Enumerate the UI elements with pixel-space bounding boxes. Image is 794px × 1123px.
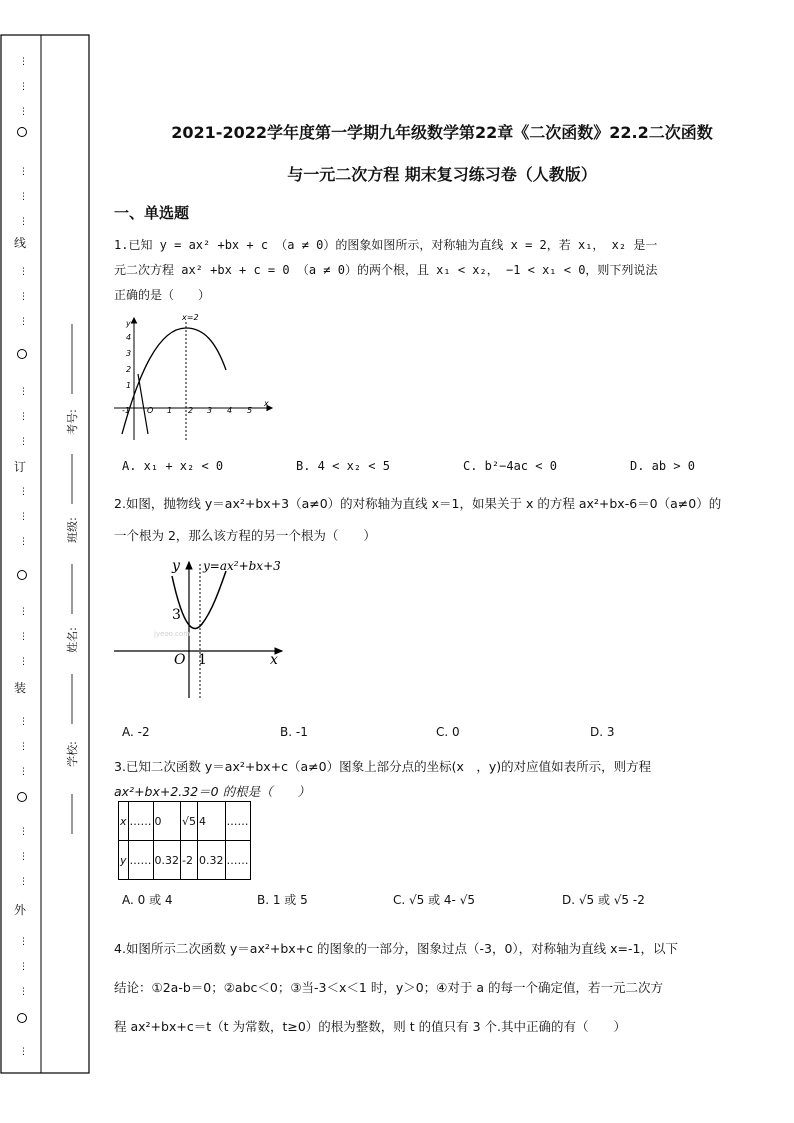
q1-option-a[interactable]: A. x₁ + x₂ < 0 <box>122 459 224 473</box>
svg-text:⋮: ⋮ <box>19 57 28 67</box>
q2-option-b[interactable]: B. -1 <box>280 725 308 739</box>
q1-tick-y4: 4 <box>126 333 132 342</box>
q2-line-a: 2.如图，抛物线 y＝ax²+bx+3（a≠0）的对称轴为直线 x＝1，如果关于 x 的方程 ax²+bx-6＝0（a≠0）的 <box>114 496 722 511</box>
q1-graph <box>114 312 276 442</box>
table-cell: 0 <box>153 802 181 841</box>
table-cell: 0.32 <box>153 841 181 880</box>
field-class: 班级: <box>66 517 79 543</box>
q1-line-a: 1.已知 y = ax² +bx + c （a ≠ 0）的图象如图所示，对称轴为直线 x = 2，若 x₁， x₂ 是一 <box>114 238 658 252</box>
svg-text:⋮: ⋮ <box>19 607 28 617</box>
q1-tick-1: 1 <box>167 406 173 415</box>
binding-margin <box>0 34 90 1074</box>
q1-tick-4: 4 <box>227 406 233 415</box>
svg-text:⋮: ⋮ <box>19 962 28 972</box>
table-cell: …… <box>225 841 250 880</box>
svg-text:⋮: ⋮ <box>19 437 28 447</box>
binding-order-label: 订 <box>14 460 27 474</box>
table-cell: 0.32 <box>198 841 226 880</box>
svg-text:⋮: ⋮ <box>19 387 28 397</box>
table-cell: x <box>119 802 129 841</box>
q1-line-c: 正确的是（ ） <box>114 288 211 302</box>
table-cell: √5 <box>181 802 198 841</box>
q3-value-table <box>118 801 251 880</box>
q3-table-row-y <box>119 841 251 880</box>
svg-text:⋮: ⋮ <box>19 657 28 667</box>
binding-frame <box>0 34 90 1074</box>
q1-parabola <box>122 328 226 434</box>
table-cell: …… <box>128 841 153 880</box>
section-heading: 一、单选题 <box>114 204 190 222</box>
q3-option-d[interactable]: D. √5 或 √5 -2 <box>562 893 645 907</box>
field-exam-number: 考号: <box>66 409 79 435</box>
q4-line-a: 4.如图所示二次函数 y＝ax²+bx+c 的图象的一部分，图象过点（-3，0），对称轴为直线 x=-1，以下 <box>114 941 678 956</box>
q2-graph-x: x <box>270 652 278 668</box>
q1-line <box>138 374 148 434</box>
q1-tick-neg1: -1 <box>122 406 130 415</box>
q2-line-b: 一个根为 2，那么该方程的另一个根为（ ） <box>114 528 376 543</box>
svg-text:⋮: ⋮ <box>19 107 28 117</box>
binding-bind-label: 装 <box>14 681 27 695</box>
q2-graph-3: 3 <box>172 607 181 623</box>
table-cell: …… <box>225 802 250 841</box>
q4-line-b: 结论：①2a-b＝0；②abc＜0；③当-3＜x＜1 时，y＞0；④对于 a 的每一个确定值，若一元二次方 <box>114 980 664 995</box>
q2-graph-eq: y=ax²+bx+3 <box>203 559 281 573</box>
title-line-1: 2021-2022学年度第一学期九年级数学第22章《二次函数》22.2二次函数 <box>171 123 713 142</box>
svg-text:⋮: ⋮ <box>19 537 28 547</box>
svg-text:⋮: ⋮ <box>19 742 28 752</box>
q2-watermark: jyeoo.com <box>154 630 191 638</box>
q3-line-a: 3.已知二次函数 y＝ax²+bx+c（a≠0）图象上部分点的坐标(x ，y)的对应值如表所示，则方程 <box>114 759 652 774</box>
q2-graph-o: O <box>174 652 186 668</box>
field-school: 学校: <box>66 741 79 767</box>
svg-text:⋮: ⋮ <box>19 632 28 642</box>
field-name: 姓名: <box>66 627 79 653</box>
svg-text:⋮: ⋮ <box>19 877 28 887</box>
q3-line-b: ax²+bx+2.32＝0 的根是（ ） <box>114 784 311 799</box>
q1-line-b: 元二次方程 ax² +bx + c = 0 （a ≠ 0）的两个根，且 x₁ < x₂， −1 < x₁ < 0，则下列说法 <box>114 263 658 277</box>
q2-text <box>114 488 734 552</box>
q3-option-b[interactable]: B. 1 或 5 <box>257 893 308 907</box>
q1-option-b[interactable]: B. 4 < x₂ < 5 <box>296 459 390 473</box>
table-cell: y <box>119 841 129 880</box>
q3-option-a[interactable]: A. 0 或 4 <box>122 893 173 907</box>
q3-table-row-x <box>119 802 251 841</box>
q1-tick-o: O <box>147 406 154 415</box>
q3-option-c[interactable]: C. √5 或 4- √5 <box>393 893 475 907</box>
svg-text:⋮: ⋮ <box>19 1047 28 1057</box>
q2-graph <box>114 556 294 701</box>
svg-text:⋮: ⋮ <box>19 267 28 277</box>
q1-text <box>114 233 724 308</box>
q1-option-c[interactable]: C. b²−4ac < 0 <box>463 459 557 473</box>
q1-tick-3: 3 <box>207 406 213 415</box>
svg-text:⋮: ⋮ <box>19 317 28 327</box>
svg-text:⋮: ⋮ <box>19 937 28 947</box>
cut-line-circles <box>18 128 27 1023</box>
svg-text:⋮: ⋮ <box>19 512 28 522</box>
q2-graph-1: 1 <box>198 652 207 668</box>
svg-text:⋮: ⋮ <box>19 767 28 777</box>
q1-axis-label: x=2 <box>182 313 199 322</box>
q2-option-a[interactable]: A. -2 <box>122 725 150 739</box>
q1-tick-2: 2 <box>188 406 194 415</box>
table-cell: …… <box>128 802 153 841</box>
table-cell: 4 <box>198 802 226 841</box>
svg-text:⋮: ⋮ <box>19 167 28 177</box>
svg-text:⋮: ⋮ <box>19 487 28 497</box>
svg-text:⋮: ⋮ <box>19 827 28 837</box>
svg-text:⋮: ⋮ <box>19 852 28 862</box>
q2-graph-y: y <box>172 558 180 574</box>
q2-option-c[interactable]: C. 0 <box>436 725 460 739</box>
q1-tick-y2: 2 <box>126 365 132 374</box>
q1-tick-5: 5 <box>247 406 253 415</box>
q1-tick-x: x <box>264 399 269 408</box>
svg-text:⋮: ⋮ <box>19 987 28 997</box>
svg-text:⋮: ⋮ <box>19 192 28 202</box>
q1-option-d[interactable]: D. ab > 0 <box>630 459 696 473</box>
q3-text <box>114 754 724 804</box>
q1-tick-y1: 1 <box>126 381 132 390</box>
q4-text <box>114 929 734 1046</box>
svg-text:⋮: ⋮ <box>19 292 28 302</box>
q2-option-d[interactable]: D. 3 <box>590 725 615 739</box>
svg-text:⋮: ⋮ <box>19 412 28 422</box>
title-line-2: 与一元二次方程 期末复习练习卷（人教版） <box>287 165 597 184</box>
binding-outer-label: 外 <box>14 903 27 917</box>
q1-tick-y: y <box>126 319 131 328</box>
svg-text:⋮: ⋮ <box>19 717 28 727</box>
q1-tick-y3: 3 <box>126 349 132 358</box>
table-cell: -2 <box>181 841 198 880</box>
q4-line-c: 程 ax²+bx+c＝t（t 为常数，t≥0）的根为整数，则 t 的值只有 3 个.其中正确的有（ ） <box>114 1019 627 1034</box>
binding-line-label: 线 <box>14 236 27 250</box>
svg-text:⋮: ⋮ <box>19 82 28 92</box>
svg-text:⋮: ⋮ <box>19 217 28 227</box>
